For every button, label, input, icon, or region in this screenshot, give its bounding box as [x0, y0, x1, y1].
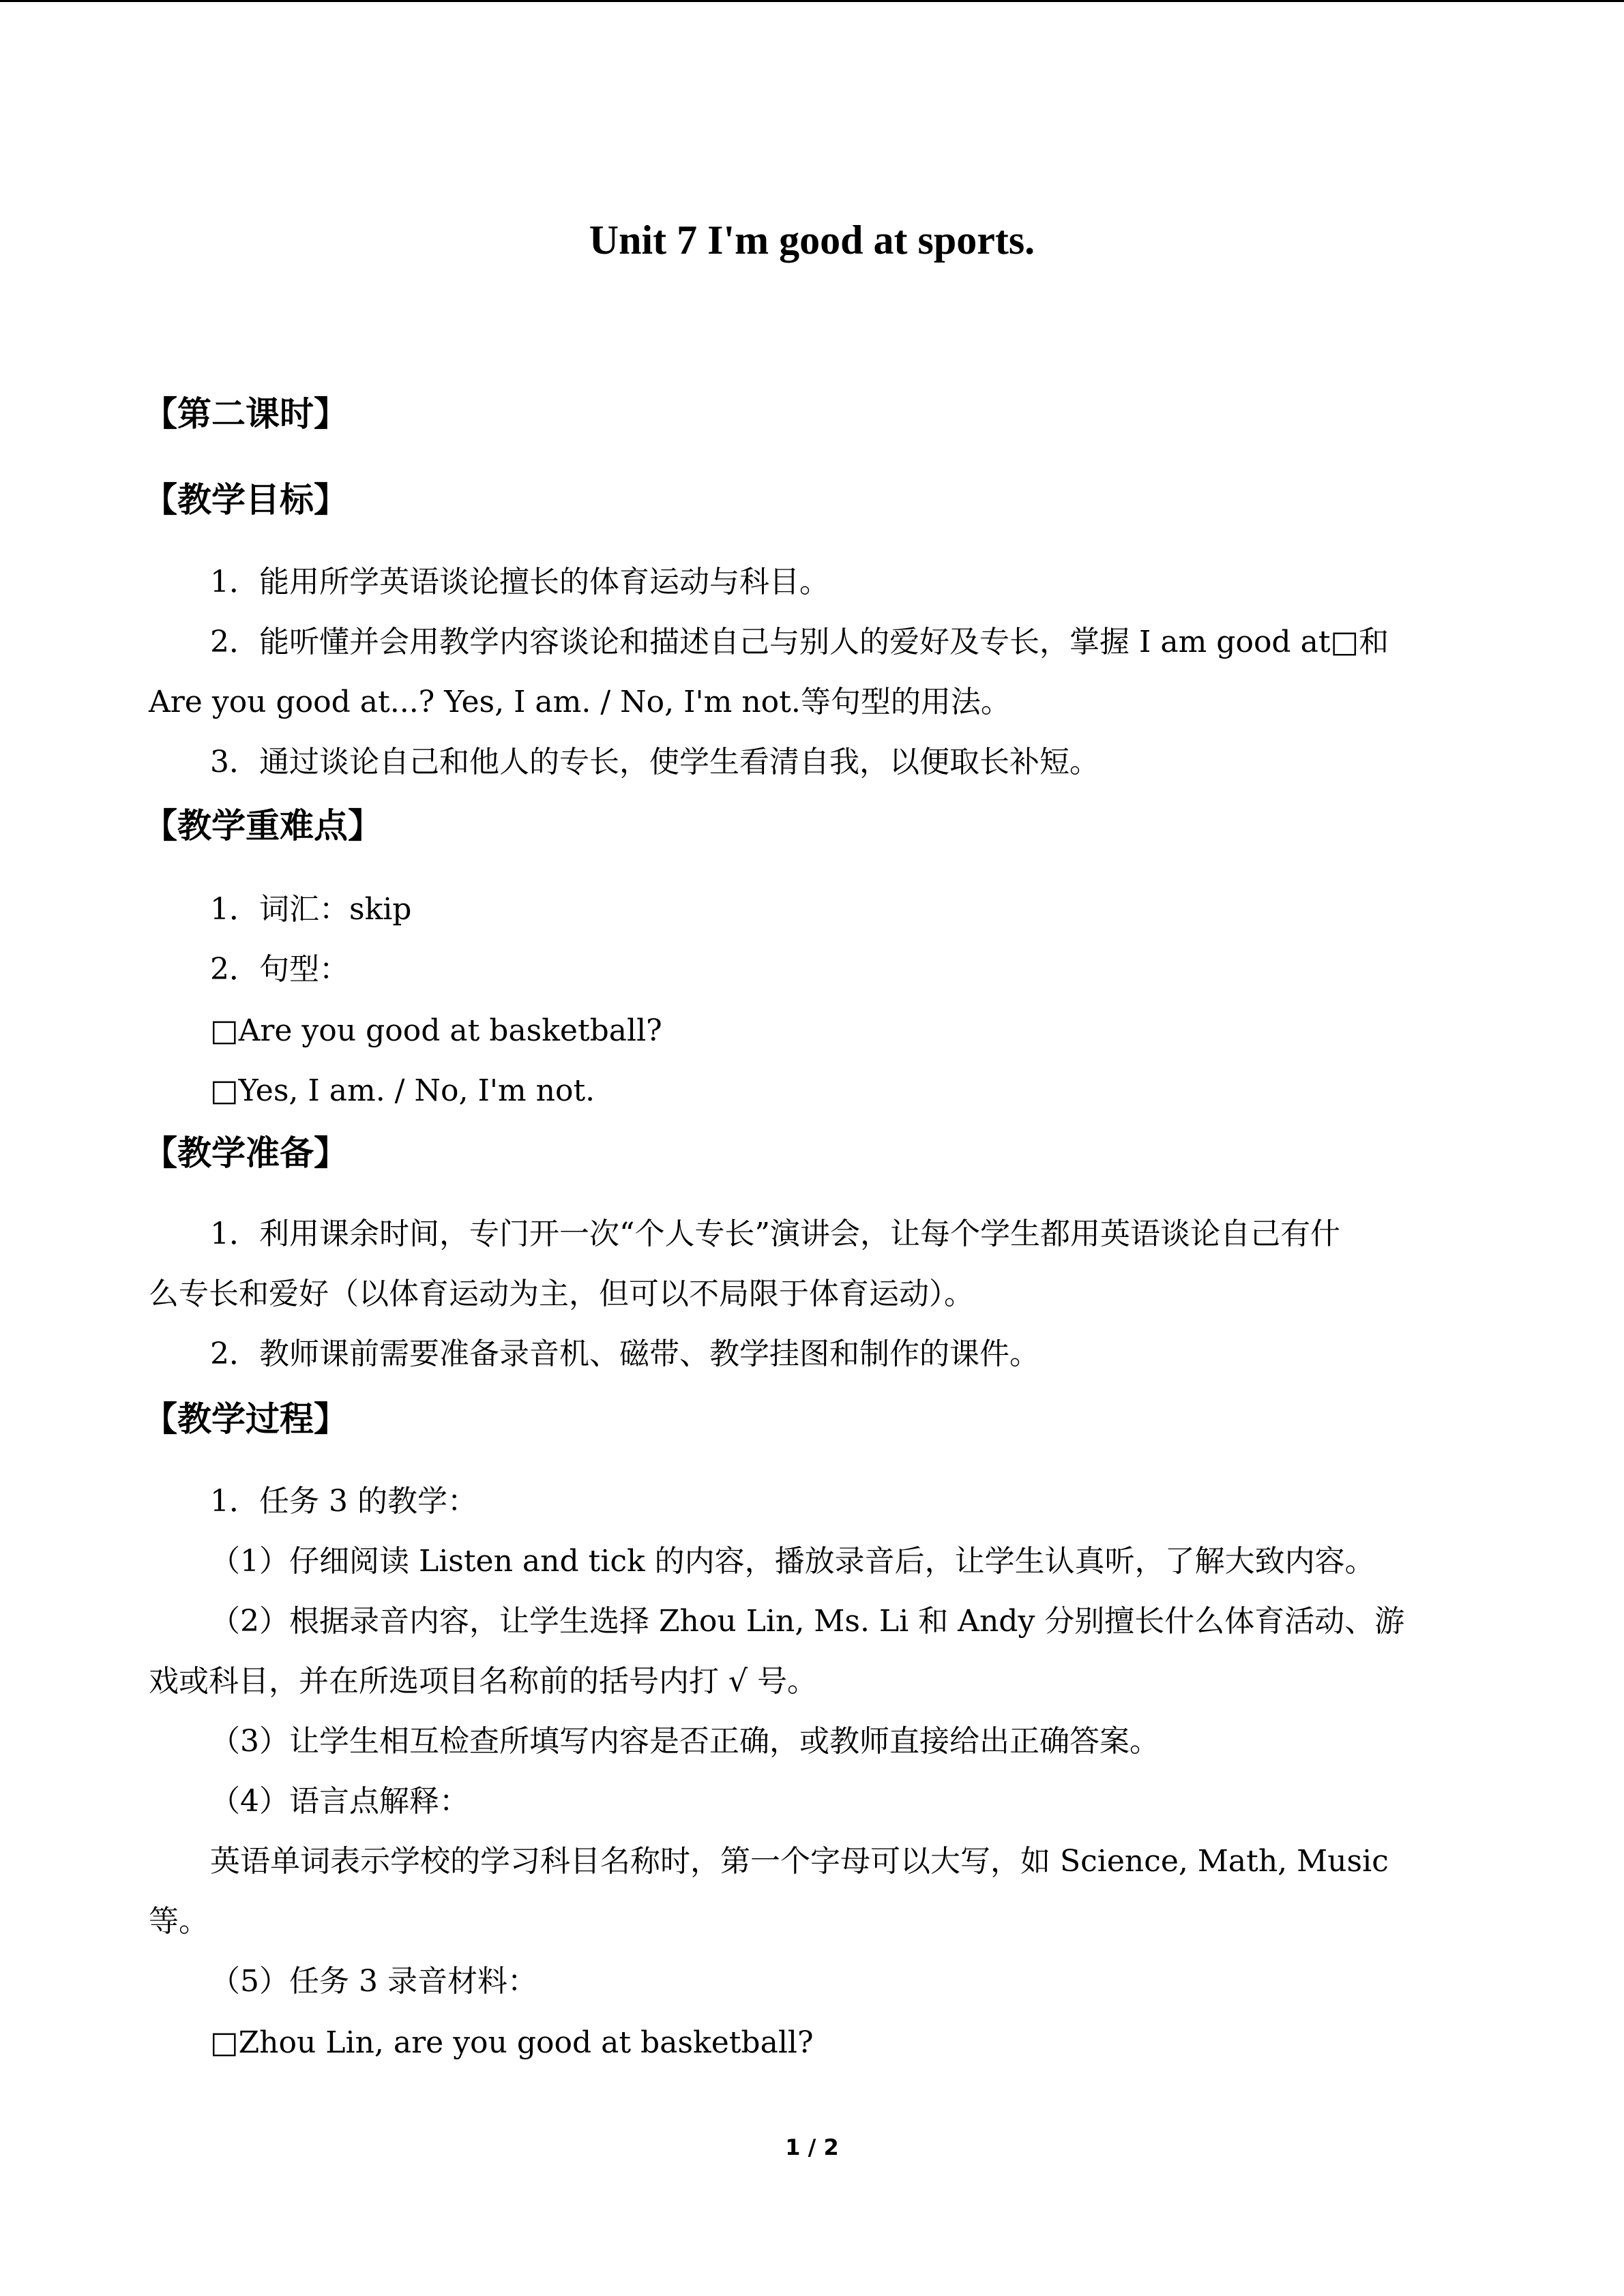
- key-sentence-2: □Yes, I am. / No, I'm not.: [210, 1073, 595, 1108]
- process-step-5: （5）任务 3 录音材料：: [210, 1964, 537, 1999]
- preparation-item-2: 2．教师课前需要准备录音机、磁带、教学挂图和制作的课件。: [210, 1337, 1039, 1371]
- top-border-line: [0, 0, 1624, 2]
- preparation-item-1-line-2: 么专长和爱好（以体育运动为主，但可以不局限于体育运动）。: [149, 1277, 974, 1311]
- key-point-item-2: 2．句型：: [210, 952, 349, 987]
- process-note-line-1: 英语单词表示学校的学习科目名称时，第一个字母可以大写，如 Science, Math, Music: [210, 1844, 1389, 1879]
- section-lesson: 【第二课时】: [143, 393, 348, 434]
- process-task: 1．任务 3 的教学：: [210, 1484, 477, 1519]
- section-process-heading: 【教学过程】: [143, 1399, 348, 1439]
- section-objectives-heading: 【教学目标】: [143, 479, 348, 520]
- process-step-3: （3）让学生相互检查所填写内容是否正确，或教师直接给出正确答案。: [210, 1724, 1160, 1759]
- objective-item-2-line-1: 2．能听懂并会用教学内容谈论和描述自己与别人的爱好及专长，掌握 I am good at□和: [210, 625, 1389, 659]
- key-sentence-1: □Are you good at basketball?: [210, 1013, 662, 1048]
- objective-item-2-line-2: Are you good at...? Yes, I am. / No, I'm not.等句型的用法。: [149, 685, 1011, 719]
- process-note-line-2: 等。: [149, 1904, 209, 1939]
- section-preparation-heading: 【教学准备】: [143, 1133, 348, 1173]
- document-title: Unit 7 I'm good at sports.: [589, 218, 1035, 263]
- process-step-4: （4）语言点解释：: [210, 1784, 469, 1819]
- key-point-item-1: 1．词汇：skip: [210, 892, 412, 927]
- dialog-line-1: □Zhou Lin, are you good at basketball?: [210, 2025, 814, 2060]
- process-step-1: （1）仔细阅读 Listen and tick 的内容，播放录音后，让学生认真听，了解大致内容。: [210, 1544, 1375, 1579]
- process-step-2-line-2: 戏或科目，并在所选项目名称前的括号内打 √ 号。: [149, 1664, 818, 1699]
- objective-item-1: 1．能用所学英语谈论擅长的体育运动与科目。: [210, 565, 829, 599]
- section-key-points-heading: 【教学重难点】: [143, 805, 382, 846]
- preparation-item-1-line-1: 1．利用课余时间，专门开一次“个人专长”演讲会，让每个学生都用英语谈论自己有什: [210, 1217, 1340, 1251]
- objective-item-3: 3．通过谈论自己和他人的专长，使学生看清自我，以便取长补短。: [210, 745, 1099, 779]
- page-number: 1 / 2: [785, 2134, 839, 2160]
- process-step-2-line-1: （2）根据录音内容，让学生选择 Zhou Lin, Ms. Li 和 Andy 分别擅长什么体育活动、游: [210, 1604, 1405, 1639]
